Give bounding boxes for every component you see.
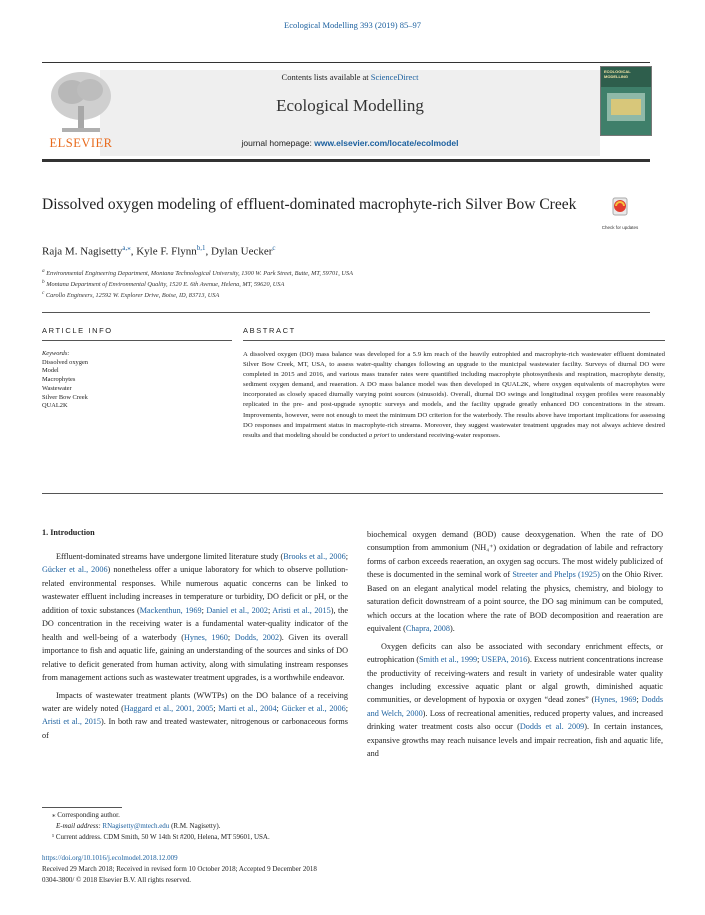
journal-cover-image[interactable] <box>600 66 652 136</box>
citation-link[interactable]: Gücker et al., 2006 <box>42 565 108 575</box>
header-bottom-rule <box>42 159 650 162</box>
homepage-prefix: journal homepage: <box>241 138 315 148</box>
author-affiliation-sup[interactable]: b,1 <box>196 244 206 252</box>
citation-link[interactable]: Haggard et al., 2001, 2005 <box>123 703 214 713</box>
current-address-note: ¹ Current address. CDM Smith, 50 W 14th St #200, Helena, MT 59601, USA. <box>52 833 270 841</box>
homepage-link[interactable]: www.elsevier.com/locate/ecolmodel <box>314 138 459 148</box>
paragraph-text: ). In certain instances, expansive growths may reach nuisance levels and impair recreation, fish and aquatic life, and <box>367 722 663 759</box>
email-note <box>42 821 462 832</box>
citation-link[interactable]: Dodds et al. 2009 <box>519 722 585 732</box>
paragraph <box>42 689 348 743</box>
doi-link[interactable]: https://doi.org/10.1016/j.ecolmodel.2018.12.009 <box>42 854 178 862</box>
paragraph-text: ; <box>345 552 348 561</box>
copyright: 0304-3800/ © 2018 Elsevier B.V. All rights reserved. <box>42 876 192 884</box>
paragraph-text: Oxygen deficits can also be associated with secondary enrichment effects, or eutrophication ( <box>367 641 663 665</box>
abstract-heading: ABSTRACT <box>243 326 296 335</box>
paragraph-text: ; <box>477 655 482 665</box>
author-affiliation-sup[interactable]: c <box>272 244 276 252</box>
paragraph-text: ; <box>636 695 642 705</box>
abstract-italic: a priori <box>368 431 390 439</box>
abstract-bottom-rule <box>42 493 663 494</box>
email-label: E-mail address: <box>56 822 103 830</box>
contents-prefix: Contents lists available at <box>281 72 371 82</box>
cover-title: ECOLOGICAL MODELLING <box>604 69 631 79</box>
abstract-rule <box>243 340 665 341</box>
keyword-item: Wastewater <box>42 384 72 392</box>
keyword-item: Macrophytes <box>42 376 76 384</box>
abstract-body: A dissolved oxygen (DO) mass balance was developed for a 5.9 km reach of the heavily eutrophied and macrophyte-rich wastewater effluent dominated Silver Bow Creek, MT, USA, to assess water-quality changes following an upgrade to the municipal wastewater facility. Surveys of diurnal DO were completed in 2015 and 2016, and various mass transfer rates were quantified including macrophyte photosynthesis and respiration, macrophyte density, sediment oxygen demand, and reaeration. A DO mass balance model was then developed in QUAL2K, where oxygen equivalents of macrophytes were incorporated as closely spaced diurnally varying point sources (sinusoids). Overall, diurnal DO swings and longitudinal oxygen profiles were reasonably replicated in the pre- and post-upgrade synoptic surveys and models, and the facility upgrade greatly enhanced DO concentrations in the stream. Improvements, however, were not enough to meet the minimum DO criterion for the waterbody. The results above have important implications for assessing DO responses and impairment status in macrophyte-rich streams. Moreover, they suggest wastewater treatment upgrades may not always achieve desired results and that modeling should be conducted <box>243 351 665 439</box>
received-dates: Received 29 March 2018; Received in revised form 10 October 2018; Accepted 9 December 2018 <box>42 865 317 873</box>
citation-link[interactable]: Hynes, 1969 <box>594 695 637 705</box>
paragraph <box>42 550 348 685</box>
abstract-body-end: to understand receiving-water responses. <box>389 431 501 439</box>
keyword-item: QUAL2K <box>42 402 68 410</box>
author-name[interactable]: Dylan Uecker <box>211 245 273 258</box>
citation-link[interactable]: Gücker et al., 2006 <box>281 703 346 713</box>
abstract-text <box>243 350 665 441</box>
journal-name: Ecological Modelling <box>276 96 424 115</box>
paragraph-text: ). Given its overall importance to fish and aquatic life, gaining an understanding of the sources and sinks of DO relative to deficit generated from human activity, along with simulating instream responses from management actions such as wastewater treatment upgrades, is a worthwhile endeavor. <box>42 632 349 683</box>
paragraph-text: ). Loss of recreational amenities, reduced property values, and increased drinking water treatment costs also occur ( <box>367 708 663 732</box>
affiliation <box>42 279 284 288</box>
citation-link[interactable]: USEPA, 2016 <box>481 655 528 665</box>
corresponding-author-note: ⁎ Corresponding author. <box>52 811 120 819</box>
citation-link[interactable]: Brooks et al., 2006 <box>283 552 346 561</box>
author-name[interactable]: Kyle F. Flynn <box>136 245 197 258</box>
affiliation-sup: c <box>42 290 45 296</box>
header-top-rule <box>42 62 650 63</box>
citation-link[interactable]: Chapra, 2008 <box>405 624 450 634</box>
paragraph-text: ; <box>227 632 235 642</box>
right-column <box>367 528 663 761</box>
paragraph-text: Effluent-dominated streams have undergone limited literature study ( <box>56 552 284 561</box>
article-info-rule <box>42 340 232 341</box>
citation-link[interactable]: Hynes, 1960 <box>183 632 228 642</box>
keywords-block <box>42 350 232 411</box>
email-link[interactable]: RNagisetty@mtech.edu <box>102 822 170 830</box>
author-list <box>42 244 276 258</box>
contents-available-line <box>100 72 600 82</box>
affiliation-sup: a <box>42 268 45 274</box>
journal-reference-link[interactable]: Ecological Modelling 393 (2019) 85–97 <box>284 20 421 30</box>
paragraph-text: ). <box>450 624 455 634</box>
keywords-label: Keywords: <box>42 350 70 357</box>
affiliation <box>42 290 219 299</box>
paragraph-text: ). In both raw and treated wastewater, nitrogenous or carbonaceous forms of <box>42 717 348 740</box>
affiliation-text: Montana Department of Environmental Quality, 1520 E. 6th Avenue, Helena, MT, 59620, USA <box>46 281 285 289</box>
author-name[interactable]: Raja M. Nagisetty <box>42 245 123 258</box>
author-affiliation-sup[interactable]: a,⁎ <box>122 244 131 252</box>
paragraph-text: Impacts of wastewater treatment plants (WWTPs) on the DO balance of a receiving water are widely noted ( <box>42 690 348 713</box>
citation-link[interactable]: Aristi et al., 2015 <box>42 717 101 727</box>
paragraph <box>367 528 663 636</box>
affiliations-divider <box>42 312 650 313</box>
sciencedirect-link[interactable]: ScienceDirect <box>370 72 419 82</box>
citation-link[interactable]: Daniel et al., 2002 <box>206 605 268 615</box>
affiliation-sup: b <box>42 279 45 285</box>
paragraph-text: ), the DO concentration in the receiving water is a fundamental water-quality indicator of the health and well-being of a waterbody ( <box>42 605 348 642</box>
affiliation-text: Environmental Engineering Department, Montana Technological University, 1300 W. Park Street, Butte, MT, 59701, USA <box>46 270 353 278</box>
email-suffix: (R.M. Nagisetty). <box>169 822 221 830</box>
paragraph-text: ; <box>213 703 219 713</box>
paragraph-text: ; <box>267 605 273 615</box>
article-footer <box>42 853 542 886</box>
citation-link[interactable]: Dodds and Welch, 2000 <box>367 695 664 718</box>
paragraph-text: on the Ohio River. Based on an elegant analytical model relating the physics, chemistry, and biology to saturation deficit downstream of a point source, the DO sag minimum can be computed, which occurs at the location where the rate of BOD decomposition and reaeration are equivalent ( <box>367 570 663 634</box>
citation-link[interactable]: Aristi et al., 2015 <box>272 605 331 615</box>
left-column <box>42 550 348 742</box>
check-for-updates-label: Check for updates <box>601 225 639 230</box>
article-title: Dissolved oxygen modeling of effluent-dominated macrophyte-rich Silver Bow Creek <box>42 196 577 213</box>
affiliation-text: Carollo Engineers, 12592 W. Explorer Drive, Boise, ID, 83713, USA <box>45 292 220 300</box>
paragraph-text: ; <box>201 605 207 615</box>
introduction-heading: 1. Introduction <box>42 528 95 537</box>
author-separator: , <box>205 245 212 258</box>
citation-link[interactable]: Mackenthun, 1969 <box>139 605 202 615</box>
article-info-heading: ARTICLE INFO <box>42 326 113 335</box>
affiliation <box>42 268 353 277</box>
paragraph-text: biochemical oxygen demand (BOD) cause deoxygenation. When the rate of DO consumption from ammonium (NH₄⁺) oxidation or degradation of labile and refractory forms of carbon exceeds reaeration, an oxygen sag occurs. The most widely publicized of these is documented in the seminal work of <box>367 530 663 580</box>
paragraph-text: ; <box>345 703 348 713</box>
footnote-rule <box>42 807 122 808</box>
journal-homepage-line <box>100 138 600 148</box>
paragraph-text: ). Excess nutrient concentrations increase the productivity of receiving-waters and result in variety of undesirable water quality changes including excessive aquatic plant or algal growth, diminished aquatic communities, or development of hypoxia or oxygen “dead zones” ( <box>367 655 663 705</box>
elsevier-wordmark[interactable]: ELSEVIER <box>49 136 113 150</box>
keyword-item: Model <box>42 367 59 375</box>
paragraph <box>367 640 663 761</box>
check-for-updates-button[interactable] <box>600 196 640 232</box>
citation-link[interactable]: Dodds, 2002 <box>234 632 280 642</box>
paragraph-text: ) nonetheless offer a unique laboratory for which to observe pollution-related environmental responses. While numerous aquatic concerns can be linked to wastewater effluent including increases in temperature or turbidity, DO deficit or pH, or the addition of toxic substances ( <box>42 565 348 615</box>
citation-link[interactable]: Streeter and Phelps (1925) <box>512 570 600 580</box>
citation-link[interactable]: Marti et al., 2004 <box>218 703 277 713</box>
keyword-item: Silver Bow Creek <box>42 393 88 401</box>
footnotes <box>42 810 462 843</box>
paragraph-text: ; <box>276 703 282 713</box>
citation-link[interactable]: Smith et al., 1999 <box>419 655 478 665</box>
check-for-updates-icon <box>600 196 640 220</box>
author-separator: , <box>130 245 137 258</box>
keyword-item: Dissolved oxygen <box>42 358 88 366</box>
